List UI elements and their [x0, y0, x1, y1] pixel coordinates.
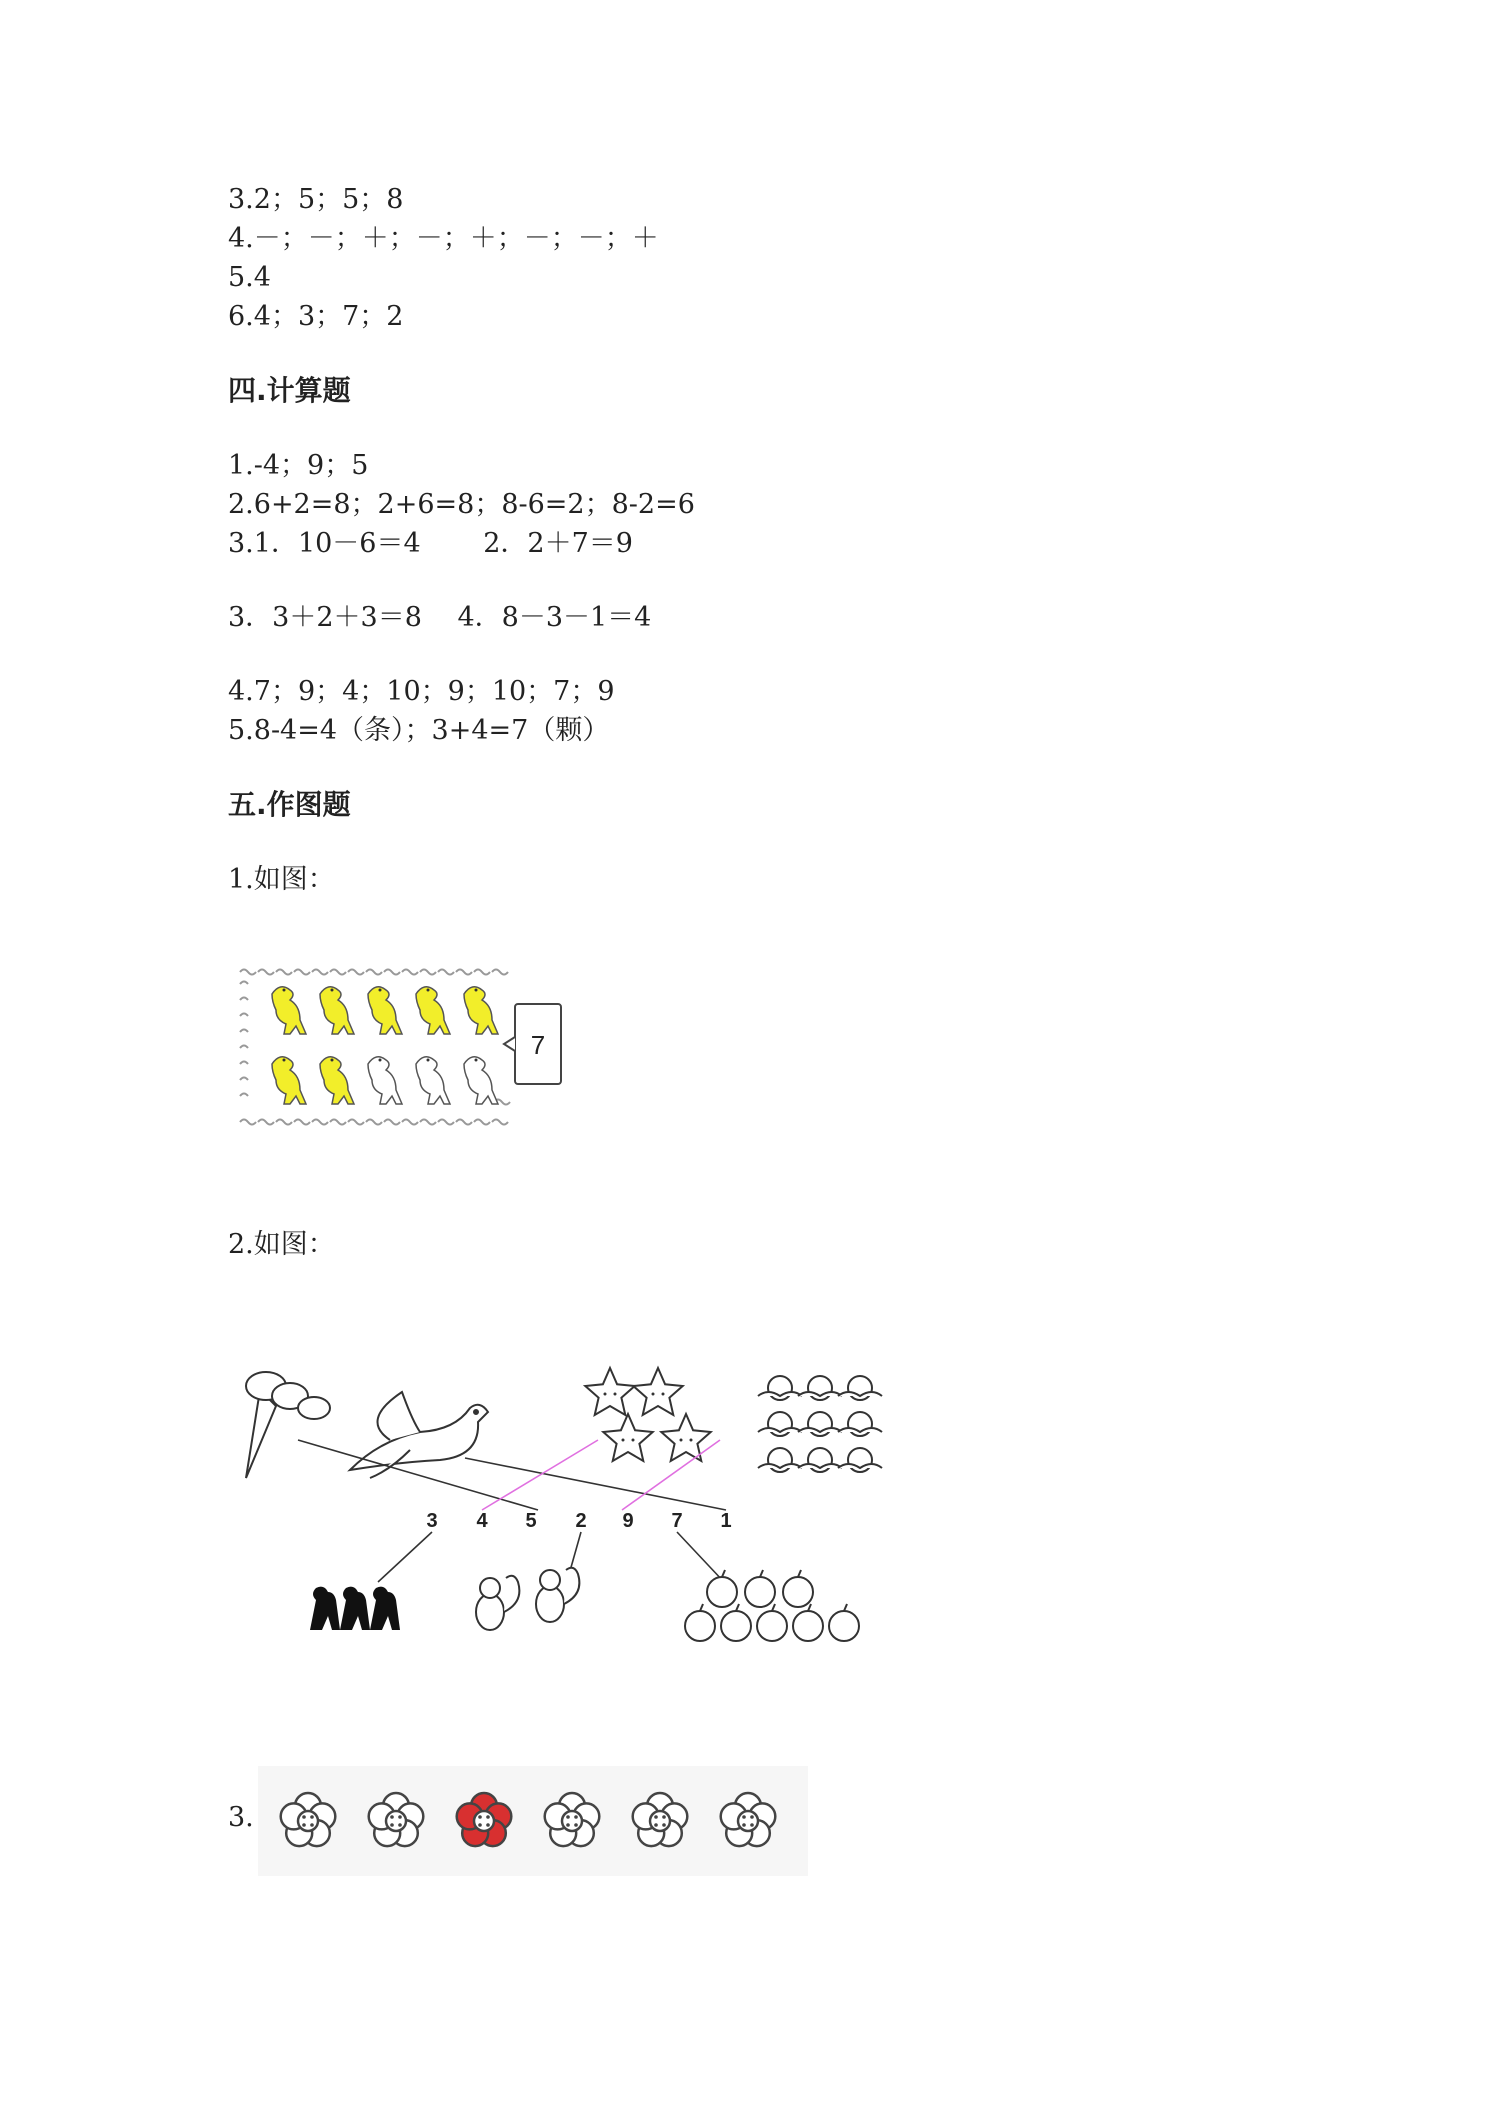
dinosaur-icon: [272, 987, 306, 1034]
dinosaur-icon: [464, 987, 498, 1034]
star-icon: [585, 1368, 634, 1415]
peach-icon: [798, 1448, 842, 1472]
apple-icon: [757, 1604, 787, 1641]
section3-answer-3: 3.2；5；5；8: [228, 184, 404, 215]
star-icon: [633, 1368, 682, 1415]
peach-icon: [758, 1376, 802, 1400]
squirrel-icon: [476, 1576, 519, 1630]
peach-icon: [838, 1448, 882, 1472]
section3-answer-5: 5.4: [228, 262, 271, 293]
apple-icon: [829, 1604, 859, 1641]
section4-line-3: 3.1．10－6＝4 2．2＋7＝9: [228, 528, 633, 559]
ice-cream-icon: [246, 1372, 330, 1478]
q3-label: 3.: [228, 1802, 254, 1833]
dinosaur-icon: [368, 1057, 402, 1104]
dinosaur-icon: [416, 987, 450, 1034]
section4-heading: 四.计算题: [228, 374, 351, 407]
number-3: 3: [426, 1510, 438, 1532]
apple-icon: [685, 1604, 715, 1641]
number-2: 2: [575, 1510, 587, 1532]
star-icon: [661, 1414, 710, 1461]
peach-icon: [798, 1376, 842, 1400]
number-9: 9: [622, 1510, 634, 1532]
peach-group: [758, 1376, 882, 1472]
q2-label: 2.如图：: [228, 1229, 335, 1260]
bear-icon: [340, 1587, 370, 1630]
section3-answer-4: 4.－；－；＋；－；＋；－；－；＋: [228, 223, 659, 254]
peach-icon: [838, 1412, 882, 1436]
flower-figure: [258, 1766, 808, 1876]
section4-line-4: 3．3＋2＋3＝8 4．8－3－1＝4: [228, 602, 652, 633]
squirrel-group: [476, 1568, 579, 1630]
bird-icon: [350, 1392, 488, 1478]
answer-box-number: 7: [530, 1030, 546, 1060]
dinosaur-icon: [464, 1057, 498, 1104]
bear-icon: [370, 1587, 400, 1630]
star-group: [585, 1368, 710, 1461]
peach-icon: [758, 1448, 802, 1472]
number-4: 4: [476, 1510, 488, 1532]
section4-line-2: 2.6+2=8；2+6=8；8-6=2；8-2=6: [228, 489, 695, 520]
section4-line-1: 1.-4；9；5: [228, 450, 369, 481]
bear-group: [310, 1587, 400, 1630]
answer-box: [504, 1004, 561, 1084]
number-5: 5: [525, 1510, 537, 1532]
q1-label: 1.如图：: [228, 864, 335, 895]
peach-icon: [758, 1412, 802, 1436]
section3-answer-6: 6.4；3；7；2: [228, 301, 404, 332]
apple-icon: [707, 1570, 737, 1607]
section4-line-6: 5.8-4=4（条）；3+4=7（颗）: [228, 715, 610, 746]
apple-icon: [745, 1570, 775, 1607]
apple-group: [685, 1570, 859, 1641]
dinosaur-icon: [320, 987, 354, 1034]
number-row: [426, 1510, 731, 1532]
star-icon: [603, 1414, 652, 1461]
dinosaur-icon: [272, 1057, 306, 1104]
section5-heading: 五.作图题: [228, 788, 351, 821]
squirrel-icon: [536, 1568, 579, 1622]
matching-figure: [240, 1360, 900, 1670]
number-1: 1: [720, 1510, 732, 1532]
dinosaur-group: [272, 987, 498, 1104]
number-7: 7: [671, 1510, 683, 1532]
section4-line-5: 4.7；9；4；10；9；10；7；9: [228, 676, 615, 707]
peach-icon: [838, 1376, 882, 1400]
dinosaur-icon: [320, 1057, 354, 1104]
peach-icon: [798, 1412, 842, 1436]
dinosaur-icon: [416, 1057, 450, 1104]
apple-icon: [793, 1604, 823, 1641]
bear-icon: [310, 1587, 340, 1630]
apple-icon: [783, 1570, 813, 1607]
dinosaur-figure: [232, 962, 572, 1132]
dinosaur-icon: [368, 987, 402, 1034]
apple-icon: [721, 1604, 751, 1641]
